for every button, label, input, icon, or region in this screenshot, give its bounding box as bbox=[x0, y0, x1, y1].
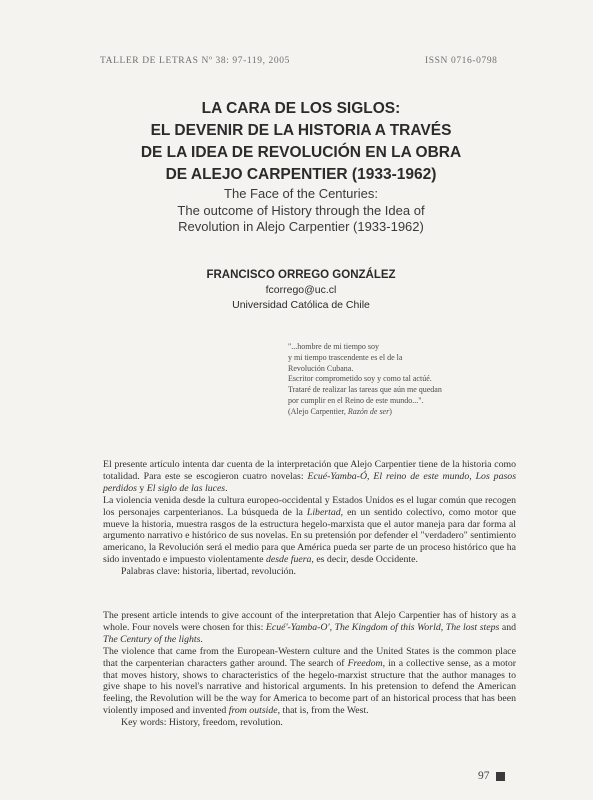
author-block bbox=[196, 267, 406, 313]
abstract-paragraph: The violence that came from the European-Western culture and the United States is the common place that the carpenterian characters gather around. The search of Freedom, in a collective sense, as a motor that moves history, shows to characteristics of the hegelo-marxist structure that the author manages to give shape to his novel's narrative and historical arguments. In his pretension to defend the American feeling, the Revolution will be the way for America to become part of an historical process that has been violently imposed and invented from outside, that is, from the West. bbox=[103, 645, 516, 717]
title-line: DE LA IDEA DE REVOLUCIÓN EN LA OBRA bbox=[140, 144, 462, 161]
english-title-line: Revolution in Alejo Carpentier (1933-1962) bbox=[178, 219, 424, 234]
epigraph-line: "...hombre de mi tiempo soy bbox=[288, 342, 380, 351]
epigraph-line: Trataré de realizar las tareas que aún me quedan bbox=[288, 385, 442, 395]
keywords-spanish bbox=[103, 566, 516, 578]
abstract-spanish bbox=[103, 459, 516, 578]
attribution-text: (Alejo Carpentier, bbox=[288, 406, 348, 416]
page-marker-square bbox=[496, 772, 505, 781]
epigraph bbox=[288, 342, 488, 418]
title-block bbox=[96, 98, 506, 236]
keywords-english bbox=[103, 717, 516, 729]
title-line: EL DEVENIR DE LA HISTORIA A TRAVÉS bbox=[150, 122, 452, 139]
attribution-work-title: Razón de ser bbox=[347, 406, 390, 416]
abstract-paragraph: La violencia venida desde la cultura europeo-occidental y Estados Unidos es el lugar común que recogen los personajes carpenterianos. La búsqueda de la Libertad, en un sentido colectivo, como motor que mueve la historia, muestra rasgos de la estructura hegelo-marxista que el autor maneja para dar forma al argumento narrativo e histórico de sus novelas. En su pretensión por defender el "verdadero" sentimiento americano, la Revolución será el medio para que América pueda ser parte de un proceso histórico que ha sido inventado e impuesto violentamente desde fuera, es decir, desde Occidente. bbox=[103, 494, 516, 566]
epigraph-line: por cumplir en el Reino de este mundo...". bbox=[288, 395, 424, 405]
keywords-text: historia, libertad, revolución. bbox=[180, 566, 296, 578]
epigraph-line: y mi tiempo trascendente es el de la bbox=[288, 352, 403, 362]
abstract-english bbox=[103, 610, 516, 729]
epigraph-line: Revolución Cubana. bbox=[288, 363, 354, 373]
epigraph-attribution bbox=[288, 407, 488, 418]
issn-label: ISSN 0716-0798 bbox=[425, 56, 498, 66]
abstract-paragraph: El presente artículo intenta dar cuenta de la interpretación que Alejo Carpentier tiene de la historia como totalidad. Para este se escogieron cuatro novelas: Ecué-Yamba-Ó, El reino de este mundo, Los pasos perdidos y El siglo de las luces. bbox=[103, 459, 517, 494]
abstract-paragraph: The present article intends to give account of the interpretation that Alejo Carpentier has of history as a whole. Four novels were chosen for this: Ecué'-Yamba-O', The Kingdom of this World, The lost steps and The Century of the lights. bbox=[103, 610, 516, 645]
keywords-label: Key words: bbox=[121, 717, 167, 729]
title-line: LA CARA DE LOS SIGLOS: bbox=[201, 100, 401, 117]
epigraph-line: Escritor comprometido soy y como tal actúé. bbox=[288, 374, 432, 384]
attribution-text: ) bbox=[389, 406, 392, 416]
journal-citation: TALLER DE LETRAS Nº 38: 97-119, 2005 bbox=[100, 56, 290, 66]
author-email: fcorrego@uc.cl bbox=[265, 284, 337, 296]
page-number: 97 bbox=[478, 770, 490, 782]
keywords-label: Palabras clave: bbox=[121, 566, 181, 578]
english-title-line: The Face of the Centuries: bbox=[224, 186, 378, 201]
author-name: FRANCISCO ORREGO GONZÁLEZ bbox=[206, 269, 396, 281]
keywords-text: History, freedom, revolution. bbox=[166, 717, 283, 729]
title-line: DE ALEJO CARPENTIER (1933-1962) bbox=[165, 166, 437, 183]
author-affiliation: Universidad Católica de Chile bbox=[232, 299, 370, 311]
english-title-line: The outcome of History through the Idea of bbox=[177, 202, 425, 218]
